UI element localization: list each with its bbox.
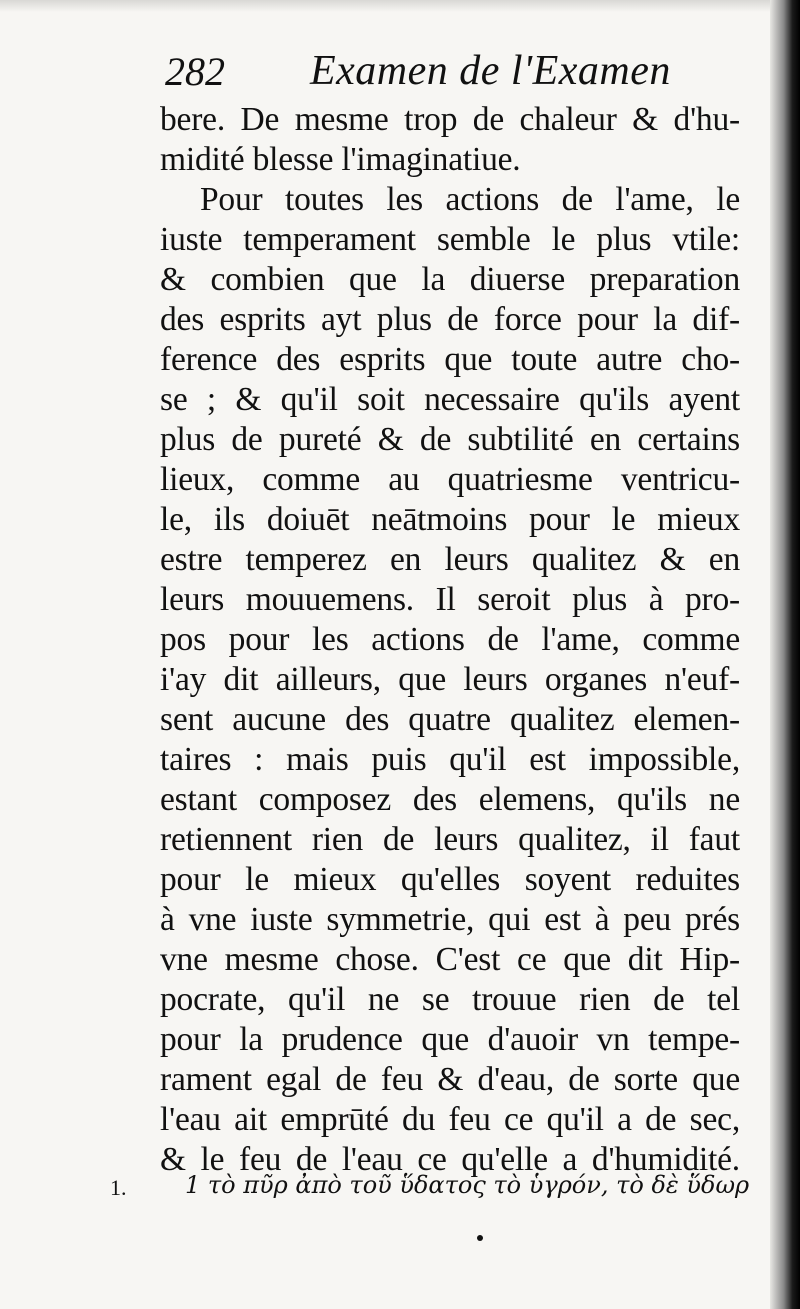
- text-line: sent aucune des quatre qualitez elemen-: [160, 701, 740, 738]
- text-line: ference des esprits que toute autre cho-: [160, 341, 740, 378]
- text-line: iuste temperament semble le plus vtile:: [160, 221, 740, 258]
- text-line: pocrate, qu'il ne se trouue rien de tel: [160, 981, 740, 1018]
- running-title: Examen de l'Examen: [310, 48, 671, 94]
- text-line: pour la prudence que d'auoir vn tempe-: [160, 1021, 740, 1058]
- page-top-shadow: [0, 0, 800, 12]
- body-text: [160, 100, 740, 1180]
- footnote-marker: 1.: [110, 1175, 127, 1200]
- text-line: rament egal de feu & d'eau, de sorte que: [160, 1061, 740, 1098]
- page-number: 282: [165, 49, 225, 94]
- text-line: plus de pureté & de subtilité en certains: [160, 421, 740, 458]
- text-line: se ; & qu'il soit necessaire qu'ils ayent: [160, 381, 740, 418]
- footnote-text: 1 τὸ πῦρ ἀπὸ τοῦ ὕδατος τὸ ὑγρόν, τὸ δὲ ὕδωρ: [185, 1171, 750, 1199]
- text-line: & combien que la diuerse preparation: [160, 261, 740, 298]
- text-line: retiennent rien de leurs qualitez, il faut: [160, 821, 740, 858]
- ink-dot: [477, 1235, 483, 1241]
- text-line: vne mesme chose. C'est ce que dit Hip-: [160, 941, 740, 978]
- text-line: leurs mouuemens. Il seroit plus à pro-: [160, 581, 740, 618]
- text-line: l'eau ait emprūté du feu ce qu'il a de sec,: [160, 1101, 740, 1138]
- text-line: estant composez des elemens, qu'ils ne: [160, 781, 740, 818]
- text-line: bere. De mesme trop de chaleur & d'hu-: [160, 101, 740, 138]
- text-line: midité blesse l'imaginatiue.: [160, 141, 521, 178]
- text-line: pos pour les actions de l'ame, comme: [160, 621, 740, 658]
- text-line: pour le mieux qu'elles soyent reduites: [160, 861, 740, 898]
- text-line: i'ay dit ailleurs, que leurs organes n'euf-: [160, 661, 740, 698]
- text-line: des esprits ayt plus de force pour la dif-: [160, 301, 740, 338]
- text-line: à vne iuste symmetrie, qui est à peu prés: [160, 901, 740, 938]
- text-line: taires : mais puis qu'il est impossible,: [160, 741, 740, 778]
- text-line: & le feu de l'eau ce qu'elle a d'humidité.: [160, 1141, 740, 1178]
- text-line: le, ils doiuēt neātmoins pour le mieux: [160, 501, 740, 538]
- page-gutter-shadow: [770, 0, 800, 1309]
- text-line: estre temperez en leurs qualitez & en: [160, 541, 740, 578]
- text-line: Pour toutes les actions de l'ame, le: [200, 181, 740, 218]
- page-header: [165, 40, 725, 100]
- text-line: lieux, comme au quatriesme ventricu-: [160, 461, 740, 498]
